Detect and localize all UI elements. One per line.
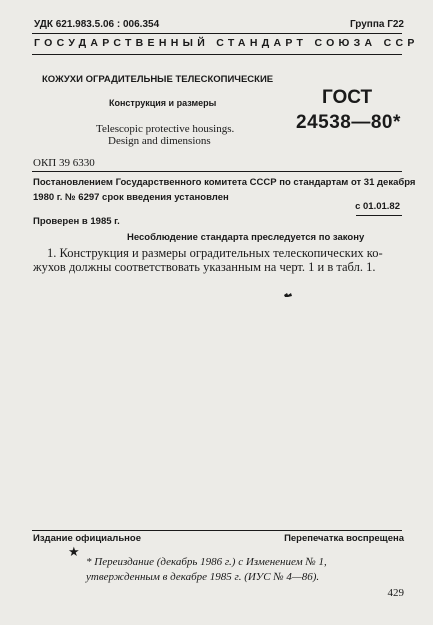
top-rule: [32, 33, 402, 34]
okp-rule: [32, 171, 402, 172]
decree-line1: Постановлением Государственного комитета СССР по стандартам от 31 декабря: [33, 177, 416, 188]
law-note: Несоблюдение стандарта преследуется по закону: [127, 232, 365, 243]
gost-number: 24538—80*: [296, 112, 401, 133]
star-icon: ★: [68, 544, 80, 559]
heading-rule: [32, 54, 402, 55]
effective-date: с 01.01.82: [355, 201, 400, 212]
footer-rule: [32, 530, 402, 531]
okp-code: ОКП 39 6330: [33, 157, 95, 169]
checked-year: Проверен в 1985 г.: [33, 216, 120, 227]
edition-official: Издание официальное: [33, 533, 141, 544]
document-title-en-line2: Design and dimensions: [108, 135, 211, 147]
group-code: Группа Г22: [349, 19, 404, 30]
body-paragraph-line2: жухов должны соответствовать указанным на черт. 1 и в табл. 1.: [33, 260, 376, 274]
effective-date-underline: [356, 215, 402, 216]
document-subtitle-ru: Конструкция и размеры: [109, 98, 217, 108]
footnote-line1: * Переиздание (декабрь 1986 г.) с Изменением № 1,: [86, 556, 327, 568]
decree-line2: 1980 г. № 6297 срок введения установлен: [33, 192, 229, 203]
footnote-line2: утвержденным в декабре 1985 г. (ИУС № 4—86).: [86, 571, 320, 583]
document-title-en-line1: Telescopic protective housings.: [96, 123, 235, 135]
udk-code: УДК 621.983.5.06 : 006.354: [34, 19, 160, 30]
printer-mark-icon: [283, 289, 293, 301]
page-number: 429: [387, 587, 404, 599]
body-paragraph-line1: 1. Конструкция и размеры оградительных телескопических ко-: [47, 246, 383, 260]
state-standard-heading: ГОСУДАРСТВЕННЫЙ СТАНДАРТ СОЮЗА ССР: [34, 37, 419, 49]
gost-label: ГОСТ: [322, 87, 373, 108]
reprint-prohibited: Перепечатка воспрещена: [284, 533, 404, 544]
document-title-ru: КОЖУХИ ОГРАДИТЕЛЬНЫЕ ТЕЛЕСКОПИЧЕСКИЕ: [42, 74, 274, 85]
